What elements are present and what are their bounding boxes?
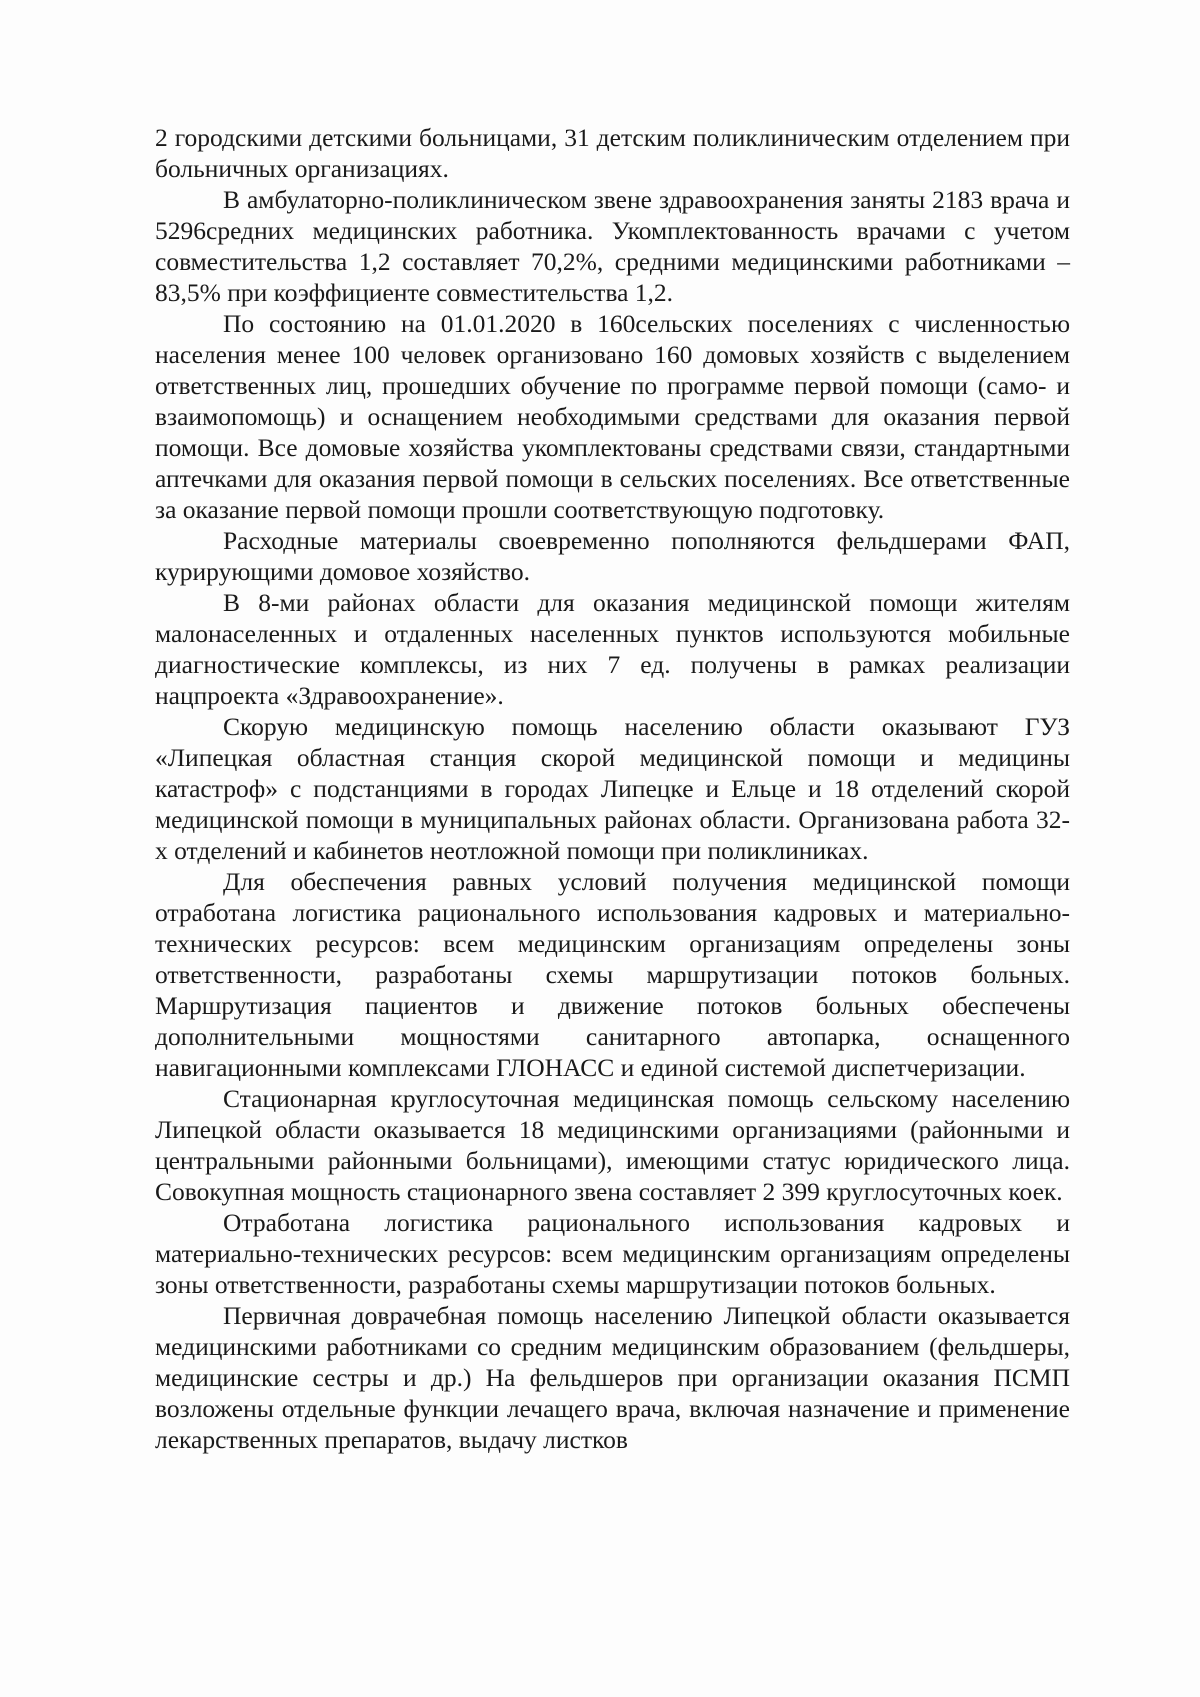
paragraph: По состоянию на 01.01.2020 в 160сельских поселениях с численностью населения менее 100 человек организовано 160 домовых хозяйств с выделением ответственных лиц, прошедших обучение по программе первой помощи (само- и взаимопомощь) и оснащением необходимыми средствами для оказания первой помощи. Все домовые хозяйства укомплектованы средствами связи, стандартными аптечками для оказания первой помощи в сельских поселениях. Все ответственные за оказание первой помощи прошли соответствующую подготовку.: [155, 309, 1070, 524]
paragraph: В 8-ми районах области для оказания медицинской помощи жителям малонаселенных и отдаленных населенных пунктов используются мобильные диагностические комплексы, из них 7 ед. получены в рамках реализации нацпроекта «Здравоохранение».: [155, 588, 1070, 710]
paragraph: Для обеспечения равных условий получения медицинской помощи отработана логистика рационального использования кадровых и материально-технических ресурсов: всем медицинским организациям определены зоны ответственности, разработаны схемы маршрутизации потоков больных. Маршрутизация пациентов и движение потоков больных обеспечены дополнительными мощностями санитарного автопарка, оснащенного навигационными комплексами ГЛОНАСС и единой системой диспетчеризации.: [155, 867, 1070, 1082]
paragraph: 2 городскими детскими больницами, 31 детским поликлиническим отделением при больничных организациях.: [155, 123, 1070, 183]
paragraph: Первичная доврачебная помощь населению Липецкой области оказывается медицинскими работниками со средним медицинским образованием (фельдшеры, медицинские сестры и др.) На фельдшеров при организации оказания ПСМП возложены отдельные функции лечащего врача, включая назначение и применение лекарственных препаратов, выдачу листков: [155, 1301, 1070, 1454]
document-body: [155, 122, 1070, 1455]
paragraph: Отработана логистика рационального использования кадровых и материально-технических ресурсов: всем медицинским организациям определены зоны ответственности, разработаны схемы маршрутизации потоков больных.: [155, 1208, 1070, 1299]
paragraph: Стационарная круглосуточная медицинская помощь сельскому населению Липецкой области оказывается 18 медицинскими организациями (районными и центральными районными больницами), имеющими статус юридического лица. Совокупная мощность стационарного звена составляет 2 399 круглосуточных коек.: [155, 1084, 1070, 1206]
paragraph: Скорую медицинскую помощь населению области оказывают ГУЗ «Липецкая областная станция скорой медицинской помощи и медицины катастроф» с подстанциями в городах Липецке и Ельце и 18 отделений скорой медицинской помощи в муниципальных районах области. Организована работа 32-х отделений и кабинетов неотложной помощи при поликлиниках.: [155, 712, 1070, 865]
paragraph: В амбулаторно-поликлиническом звене здравоохранения заняты 2183 врача и 5296средних медицинских работника. Укомплектованность врачами с учетом совместительства 1,2 составляет 70,2%, средними медицинскими работниками – 83,5% при коэффициенте совместительства 1,2.: [155, 185, 1070, 307]
paragraph: Расходные материалы своевременно пополняются фельдшерами ФАП, курирующими домовое хозяйство.: [155, 526, 1070, 586]
